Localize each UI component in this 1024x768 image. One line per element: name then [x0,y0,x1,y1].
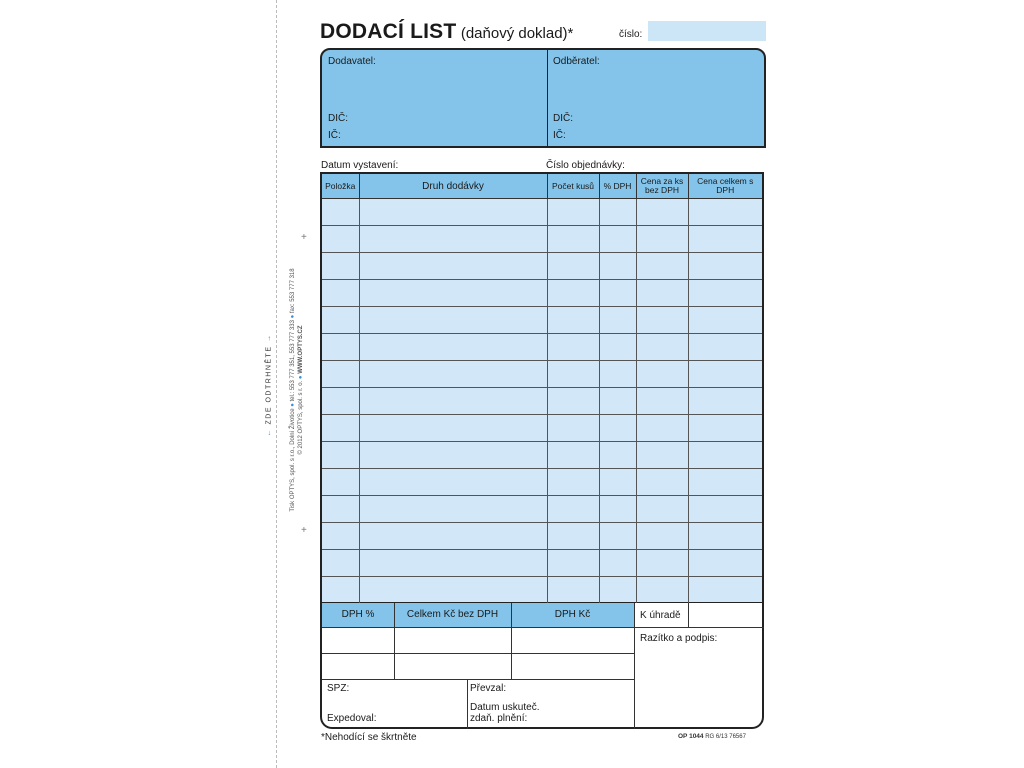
table-cell[interactable] [688,523,762,550]
table-cell[interactable] [547,334,599,361]
table-row [322,550,762,577]
table-cell[interactable] [547,496,599,523]
table-row [322,388,762,415]
table-cell[interactable] [599,388,636,415]
table-cell[interactable] [322,253,359,280]
table-cell[interactable] [547,199,599,226]
table-cell[interactable] [359,523,547,550]
table-cell[interactable] [359,199,547,226]
table-row [322,361,762,388]
vat-amount-header: DPH Kč [554,609,591,620]
footnote: *Nehodící se škrtněte [321,732,417,743]
customer-ic-label: IČ: [553,130,566,141]
table-cell[interactable] [547,550,599,577]
table-cell[interactable] [599,496,636,523]
table-cell[interactable] [688,415,762,442]
table-cell[interactable] [688,199,762,226]
table-cell[interactable] [599,577,636,604]
table-cell[interactable] [359,253,547,280]
table-cell[interactable] [688,577,762,604]
total-without-vat-header: Celkem Kč bez DPH [406,609,499,620]
table-cell[interactable] [636,226,688,253]
table-cell[interactable] [547,280,599,307]
table-cell[interactable] [547,469,599,496]
table-row [322,523,762,550]
table-cell[interactable] [688,253,762,280]
taxable-date-label: Datum uskuteč. zdaň. plnění: [470,702,540,724]
table-cell[interactable] [599,280,636,307]
items-table [320,172,764,604]
table-cell[interactable] [547,577,599,604]
registration-mark-icon: + [301,232,307,243]
vat-percent-header: DPH % [341,609,375,620]
supplier-label: Dodavatel: [328,56,376,67]
table-cell[interactable] [322,361,359,388]
customer-label: Odběratel: [553,56,600,67]
table-cell[interactable] [359,577,547,604]
column-header: % DPH [599,174,636,199]
table-cell[interactable] [322,280,359,307]
table-cell[interactable] [636,523,688,550]
table-cell[interactable] [322,415,359,442]
table-cell[interactable] [599,334,636,361]
table-cell[interactable] [636,307,688,334]
table-cell[interactable] [322,577,359,604]
table-cell[interactable] [322,496,359,523]
totals-section [320,603,764,729]
table-cell[interactable] [688,280,762,307]
table-cell[interactable] [636,199,688,226]
supplier-dic-label: DIČ: [328,113,348,124]
table-cell[interactable] [359,280,547,307]
number-label: číslo: [619,29,643,40]
table-row [322,280,762,307]
table-cell[interactable] [599,199,636,226]
issue-date-label: Datum vystavení: [321,160,399,171]
column-header: Druh dodávky [359,174,547,199]
table-row [322,469,762,496]
arrow-right-icon: → [265,333,273,343]
table-cell[interactable] [636,361,688,388]
table-cell[interactable] [359,361,547,388]
table-cell[interactable] [322,550,359,577]
table-cell[interactable] [359,496,547,523]
table-cell[interactable] [547,226,599,253]
table-cell[interactable] [359,334,547,361]
table-cell[interactable] [636,442,688,469]
column-header: Počet kusů [547,174,599,199]
table-cell[interactable] [636,415,688,442]
parties-box [320,48,766,148]
table-cell[interactable] [322,469,359,496]
stamp-label: Razítko a podpis: [640,633,718,644]
table-cell[interactable] [359,226,547,253]
table-cell[interactable] [688,550,762,577]
order-number-label: Číslo objednávky: [546,160,625,171]
table-cell[interactable] [322,442,359,469]
table-cell[interactable] [547,415,599,442]
table-cell[interactable] [688,334,762,361]
table-cell[interactable] [547,307,599,334]
table-cell[interactable] [547,388,599,415]
table-cell[interactable] [636,550,688,577]
table-cell[interactable] [599,307,636,334]
payment-label: K úhradě [640,610,681,621]
table-cell[interactable] [688,361,762,388]
column-header: Cena za ks bez DPH [636,174,688,199]
table-cell[interactable] [322,334,359,361]
column-header: Položka [322,174,359,199]
table-cell[interactable] [599,469,636,496]
table-cell[interactable] [599,226,636,253]
table-cell[interactable] [322,199,359,226]
table-cell[interactable] [636,577,688,604]
table-cell[interactable] [688,469,762,496]
table-cell[interactable] [322,307,359,334]
table-cell[interactable] [636,253,688,280]
table-cell[interactable] [636,280,688,307]
table-cell[interactable] [599,442,636,469]
supplier-ic-label: IČ: [328,130,341,141]
arrow-left-icon: ← [265,427,273,437]
table-cell[interactable] [322,523,359,550]
number-field[interactable] [648,21,766,41]
table-cell[interactable] [599,523,636,550]
table-cell[interactable] [636,496,688,523]
table-row [322,415,762,442]
table-cell[interactable] [688,388,762,415]
table-cell[interactable] [688,226,762,253]
table-cell[interactable] [688,496,762,523]
table-cell[interactable] [636,388,688,415]
table-row [322,226,762,253]
table-cell[interactable] [547,442,599,469]
table-row [322,577,762,604]
table-cell[interactable] [599,415,636,442]
table-cell[interactable] [322,226,359,253]
table-row [322,334,762,361]
table-cell[interactable] [636,334,688,361]
table-row [322,199,762,226]
table-cell[interactable] [599,550,636,577]
table-row [322,496,762,523]
table-cell[interactable] [688,442,762,469]
table-cell[interactable] [322,388,359,415]
table-cell[interactable] [359,307,547,334]
table-row [322,253,762,280]
table-cell[interactable] [547,253,599,280]
customer-dic-label: DIČ: [553,113,573,124]
registration-mark-icon: + [301,525,307,536]
printer-info: Tisk OPTYS, spol. s r.o., Dolní Životice ● tel.: 553 777 351, 553 777 333 ● fax: 553 777 318 © 2012 OPTYS, spol. s r. o. ● WWW.OPTYS.CZ [290,268,304,512]
table-cell[interactable] [599,253,636,280]
table-cell[interactable] [359,469,547,496]
spz-label: SPZ: [327,683,350,694]
table-row [322,307,762,334]
table-cell[interactable] [636,469,688,496]
form-title: DODACÍ LIST (daňový doklad)* [320,20,574,43]
table-row [322,442,762,469]
table-cell[interactable] [547,523,599,550]
table-cell[interactable] [359,550,547,577]
table-cell[interactable] [359,388,547,415]
table-cell[interactable] [359,442,547,469]
table-cell[interactable] [359,415,547,442]
table-cell[interactable] [688,307,762,334]
table-cell[interactable] [547,361,599,388]
table-cell[interactable] [599,361,636,388]
tear-off-label: ← ZDE ODTRHNĚTE → [265,333,273,437]
column-header: Cena celkem s DPH [688,174,762,199]
form-code: OP 1044 RG 6/13 76567 [678,733,746,740]
received-label: Převzal: [470,683,507,694]
dispatched-label: Expedoval: [327,713,377,724]
